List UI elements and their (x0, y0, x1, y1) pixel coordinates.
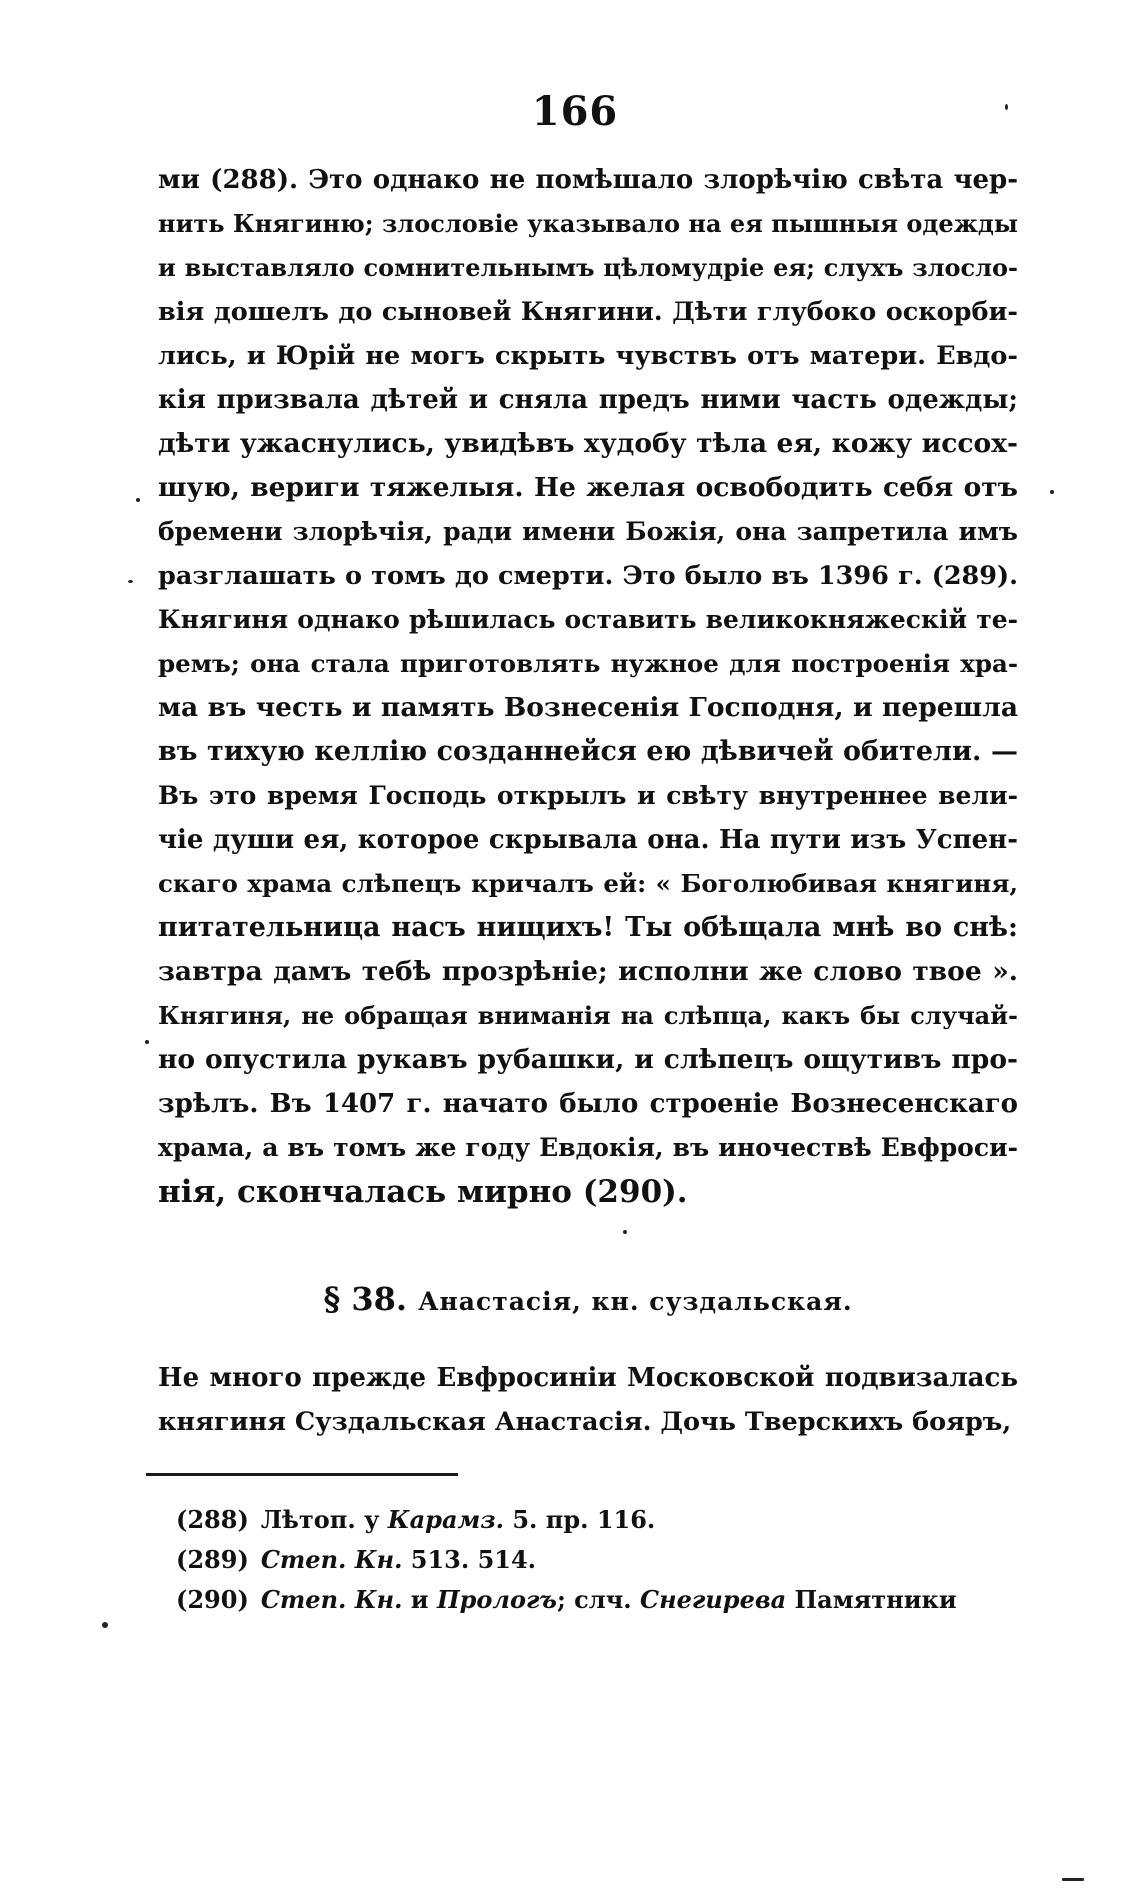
scan-speck (623, 1230, 627, 1234)
text-line: зрѣлъ. Въ 1407 г. начато было строеніе Вознесенскаго (158, 1089, 1018, 1119)
second-paragraph (158, 1356, 1018, 1444)
footnote-number: (290) (176, 1585, 249, 1614)
scan-speck (1062, 1878, 1084, 1881)
text-line: дѣти ужаснулись, увидѣвъ худобу тѣла ея, кожу иссох- (158, 428, 1018, 459)
section-title: Анастасія, кн. суздальская. (418, 1287, 853, 1316)
footnote-text: Прологъ (436, 1585, 557, 1614)
text-line: лись, и Юрій не могъ скрыть чувствъ отъ матери. Евдо- (158, 341, 1018, 371)
text-line: питательница насъ нищихъ! Ты обѣщала мнѣ во снѣ: (158, 912, 1018, 943)
text-line: ма въ честь и память Вознесенія Господня, и перешла (158, 692, 1018, 723)
main-paragraph (158, 158, 1018, 1214)
scan-speck (128, 580, 133, 583)
footnote (176, 1540, 1016, 1580)
footnote-text: ; слч. (556, 1585, 640, 1614)
scan-speck (136, 498, 140, 502)
footnote-number: (288) (176, 1505, 249, 1534)
scan-speck (145, 1040, 149, 1044)
text-line: храма, а въ томъ же году Евдокія, въ иночествѣ Евфроси- (158, 1133, 1018, 1162)
footnote-text: 5. пр. 116. (504, 1505, 656, 1534)
footnote-text: Лѣтоп. у (260, 1505, 388, 1534)
text-line: скаго храма слѣпецъ кричалъ ей: « Боголюбивая княгиня, (158, 869, 1018, 898)
footnote-number: (289) (176, 1545, 249, 1574)
text-line: княгиня Суздальская Анастасія. Дочь Тверскихъ бояръ, (158, 1407, 1012, 1437)
text-line: но опустила рукавъ рубашки, и слѣпецъ ощутивъ про- (158, 1044, 1018, 1075)
footnote-text: Степ. Кн. (260, 1545, 403, 1574)
footnote-text: 513. 514. (402, 1545, 537, 1574)
footnote-divider (146, 1473, 458, 1476)
section-number: § 38. (323, 1280, 407, 1318)
scan-speck (102, 1622, 108, 1628)
section-heading (158, 1280, 1018, 1318)
text-line: разглашать о томъ до смерти. Это было въ 1396 г. (289). (158, 561, 1018, 591)
footnote (176, 1580, 1016, 1620)
footnote-text: Карамз. (387, 1505, 504, 1534)
text-line: ми (288). Это однако не помѣшало злорѣчію свѣта чер- (158, 165, 1018, 195)
text-line: Княгиня, не обращая вниманія на слѣпца, какъ бы случай- (158, 1001, 1018, 1030)
text-line: кія призвала дѣтей и сняла предъ ними часть одежды; (158, 385, 1018, 415)
text-line: завтра дамъ тебѣ прозрѣніе; исполни же слово твое ». (158, 956, 1018, 987)
footnote-text: Памятники (786, 1585, 957, 1614)
text-line: Въ это время Господь открылъ и свѣту внутреннее вели- (158, 781, 1018, 810)
text-line: Княгиня однако рѣшилась оставить великокняжескій те- (158, 605, 1018, 634)
footnote-text: Снегирева (639, 1585, 787, 1614)
text-line: шую, вериги тяжелыя. Не желая освободить себя отъ (158, 472, 1018, 503)
footnotes (176, 1500, 1016, 1620)
scan-speck (1050, 490, 1054, 494)
scan-speck (1005, 104, 1008, 110)
footnote-text: и (402, 1585, 437, 1614)
footnote-text: Степ. Кн. (260, 1585, 403, 1614)
text-line: ремъ; она стала приготовлять нужное для построенія хра- (158, 649, 1018, 678)
page-number: 166 (531, 88, 619, 135)
text-line: бремени злорѣчія, ради имени Божія, она запретила имъ (158, 517, 1018, 546)
text-line: въ тихую келлію созданнейся ею дѣвичей обители. — (158, 736, 1018, 767)
text-line: нія, скончалась мирно (290). (158, 1174, 688, 1210)
text-line: нить Княгиню; злословіе указывало на ея пышныя одежды (158, 209, 1018, 238)
text-line: и выставляло сомнительнымъ цѣломудріе ея; слухъ злосло- (158, 253, 1018, 282)
text-line: Не много прежде Евфросиніи Московской подвизалась (158, 1363, 1018, 1393)
text-line: вія дошелъ до сыновей Княгини. Дѣти глубоко оскорби- (158, 297, 1018, 327)
text-line: чіе души ея, которое скрывала она. На пути изъ Успен- (158, 825, 1018, 855)
footnote (176, 1500, 1016, 1540)
